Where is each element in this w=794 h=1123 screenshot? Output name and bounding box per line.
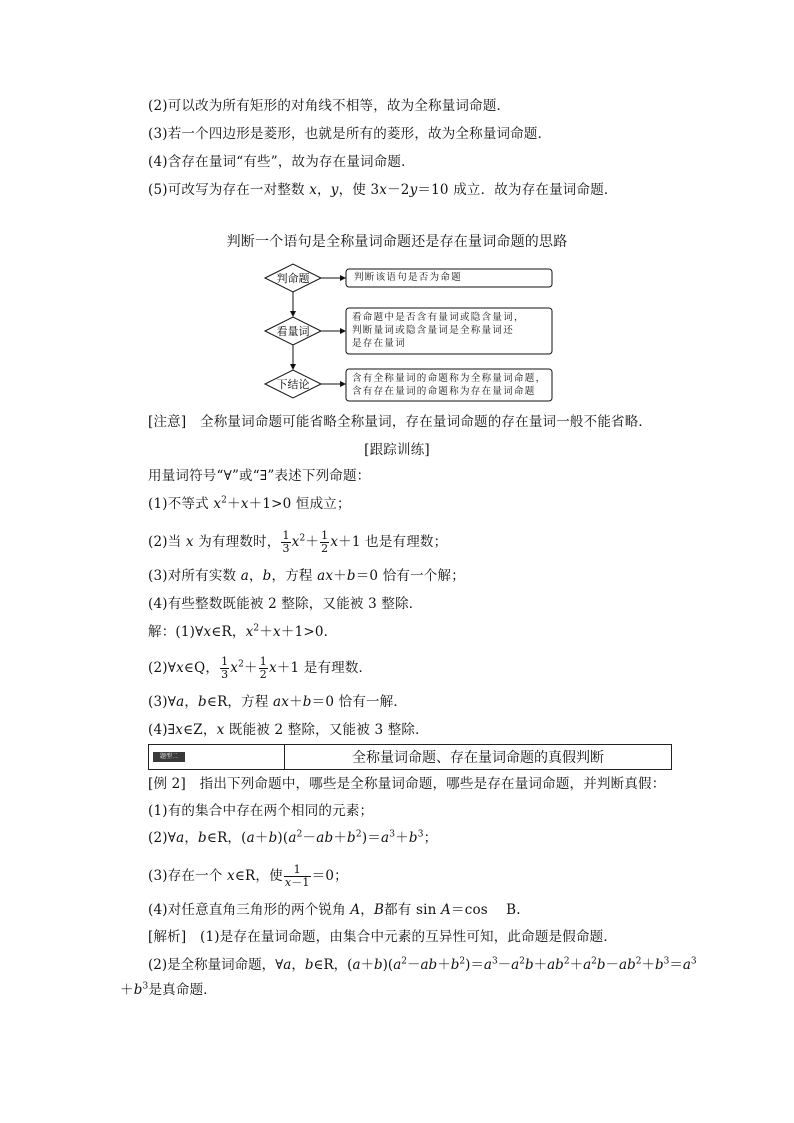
training-intro: 用量词符号“∀”或“∃”表述下列命题： [148, 468, 371, 484]
example-heading: [例 2] 指出下列命题中，哪些是全称量词命题，哪些是存在量词命题，并判断真假： [148, 776, 666, 792]
flow-node-label: 判命题 [276, 272, 310, 285]
solution-item: (3)∀a，b∈R，方程 ax＋b＝0 恰有一解． [148, 694, 408, 710]
exercise-item: (3)对所有实数 a，b，方程 ax＋b＝0 恰有一个解； [148, 568, 465, 584]
flow-box-text: 是存在量词 [352, 338, 407, 349]
analysis-item: (2)是全称量词命题，∀a，b∈R，$(a+b)(a^2-ab+b^2)=a^3-a^2b+ab^2+a^2b-ab^2+b^3=a^3$ [148, 956, 697, 973]
analysis: [解析] (1)是存在量词命题，由集合中元素的互异性可知，此命题是假命题． [148, 929, 618, 945]
section-header [148, 744, 672, 770]
example-item: (2)∀a，b∈R，$(a+b)(a^2-ab+b^2)=a^3+b^3$； [148, 829, 438, 846]
flow-node-label: 看量词 [276, 325, 310, 338]
flow-node-label: 下结论 [276, 378, 310, 391]
flow-box-text: 判断该语句是否为命题 [354, 272, 463, 283]
arrowhead [290, 364, 296, 370]
training-title: [跟踪训练] [364, 442, 430, 458]
text-line: (3)若一个四边形是菱形，也就是所有的菱形，故为全称量词命题． [148, 126, 552, 142]
example-item: (4)对任意直角三角形的两个锐角 A，B都有 sin A＝cos B. [148, 902, 521, 918]
flow-box-text: 看命题中是否含有量词或隐含量词， [352, 312, 525, 323]
analysis-item: $+b^3$是真命题． [120, 981, 217, 998]
exercise-item: (4)有些整数既能被 2 整除，又能被 3 整除． [148, 596, 423, 612]
text-line: (4)含存在量词“有些”，故为存在量词命题． [148, 154, 415, 170]
arrowhead [340, 381, 346, 387]
flow-box-text: 判断量词或隐含量词是全称量词还 [352, 325, 515, 336]
section-tag [149, 745, 285, 769]
solution-item: 解：(1)∀x∈R，$x^2+x+1>0$． [148, 623, 338, 640]
solution-item: (4)∃x∈Z，x 既能被 2 整除，又能被 3 整除． [148, 722, 429, 738]
text-line: (5)可改写为存在一对整数 x，y，使 3x－2y＝10 成立．故为存在量词命题． [148, 182, 618, 198]
example-item: (3)存在一个 x∈R，使 $\frac{1}{x-1}$ ＝0； [148, 863, 348, 889]
text-line: (2)可以改为所有矩形的对角线不相等，故为全称量词命题． [148, 98, 511, 114]
arrowhead [290, 311, 296, 317]
solution-item: (2)∀x∈Q， $\frac{1}{3}$ $x^2+$ $\frac{1}{2}$ x＋1 是有理数． [148, 655, 373, 681]
note: [注意] 全称量词命题可能省略全称量词，存在量词命题的存在量词一般不能省略． [148, 414, 653, 430]
example-item: (1)有的集合中存在两个相同的元素； [148, 803, 374, 819]
exercise-item: (2)当 x 为有理数时， $\frac{1}{3}$ $x^2+$ $\frac{1}{2}$ x＋1 也是有理数； [148, 529, 448, 555]
section-title: 全称量词命题、存在量词命题的真假判断 [352, 750, 604, 766]
exercise-item: (1)不等式 $x^2+x+1>0$ 恒成立； [148, 495, 351, 512]
flow-box-text: 含有全称量词的命题称为全称量词命题， [352, 373, 547, 384]
flowchart [262, 260, 562, 410]
flow-box-text: 含有存在量词的命题称为存在量词命题 [352, 386, 536, 397]
arrowhead [340, 275, 346, 281]
arrowhead [340, 328, 346, 334]
flowchart-title: 判断一个语句是全称量词命题还是存在量词命题的思路 [226, 234, 568, 250]
section-badge: 题型二 [153, 752, 185, 762]
